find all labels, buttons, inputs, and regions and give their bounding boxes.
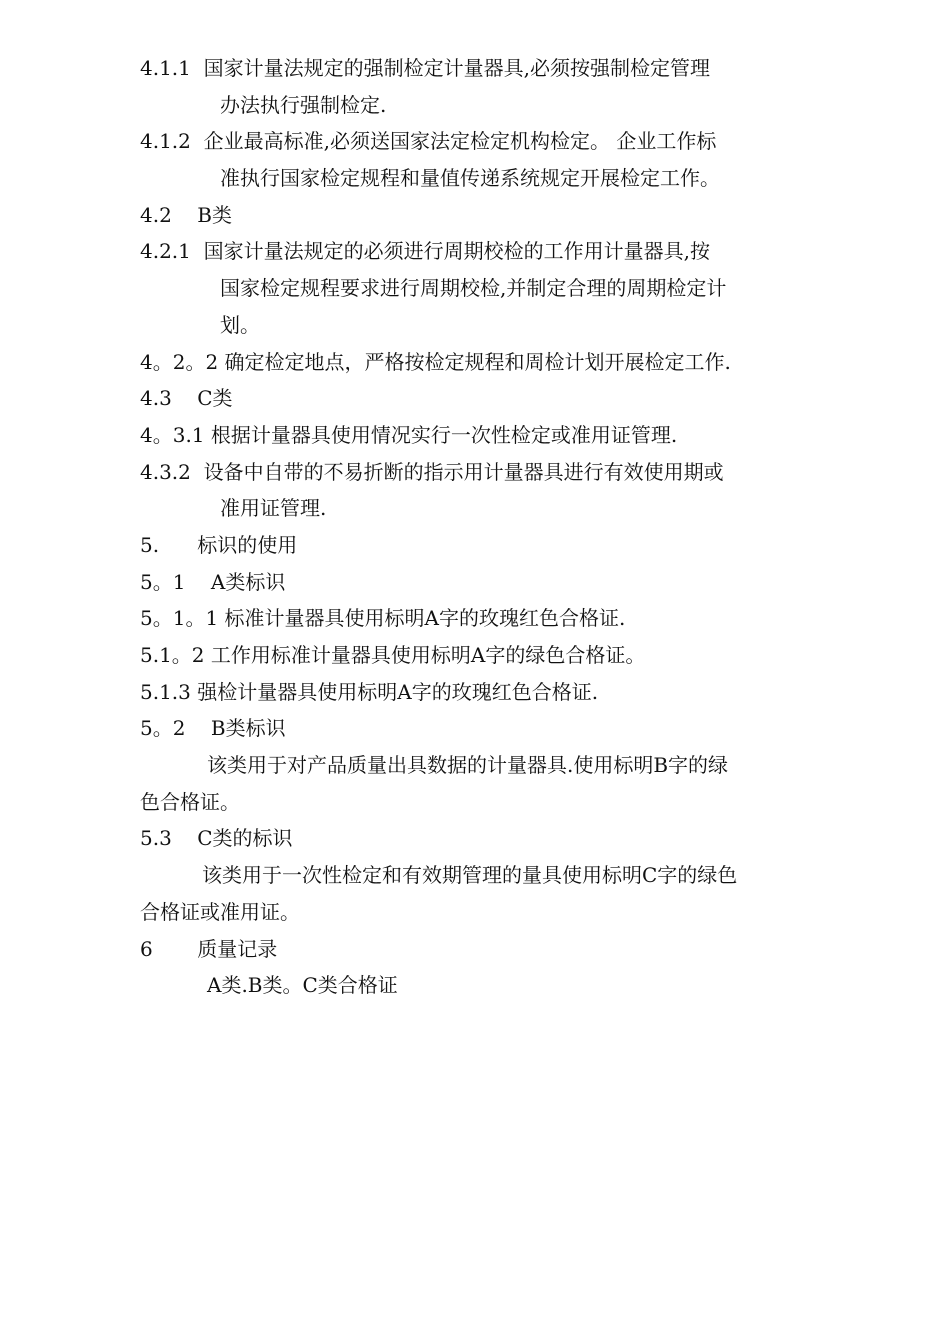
clause-5-1-3	[140, 674, 815, 711]
clause-4-2-1	[140, 233, 815, 270]
section-4-2-heading	[140, 197, 815, 234]
clause-text: 划。	[220, 312, 260, 337]
section-title: B类标识	[210, 716, 286, 741]
paragraph-text: 合格证或准用证。	[140, 899, 300, 924]
paragraph-6	[140, 967, 815, 1004]
paragraph-text: A类.B类。C类合格证	[207, 973, 398, 998]
section-number: 5.3	[140, 826, 198, 851]
clause-text: 工作用标准计量器具使用标明A字的绿色合格证。	[210, 643, 646, 667]
paragraph-5-3-continued	[140, 894, 815, 931]
section-4-3-heading	[140, 380, 815, 417]
clause-4-1-1	[140, 50, 815, 87]
clause-5-1-1	[140, 600, 815, 637]
clause-4-1-2	[140, 123, 815, 160]
section-title: C类的标识	[197, 826, 293, 851]
section-number: 4.2	[140, 202, 198, 227]
clause-text: 企业最高标准,必须送国家法定检定机构检定。 企业工作标	[203, 129, 717, 154]
paragraph-text: 该类用于对产品质量出具数据的计量器具.使用标明B字的绿	[207, 753, 729, 778]
clause-4-1-1-continued	[140, 87, 815, 124]
section-5-1-heading	[140, 564, 815, 601]
clause-4-2-1-continued-2	[140, 307, 815, 344]
section-5-heading	[140, 527, 815, 564]
clause-number: 5.1。2	[140, 643, 211, 667]
clause-4-1-2-continued	[140, 160, 815, 197]
clause-4-2-1-continued	[140, 270, 815, 307]
clause-5-1-2	[140, 637, 815, 674]
section-title: 质量记录	[197, 936, 278, 961]
clause-text: 根据计量器具使用情况实行一次性检定或准用证管理.	[210, 422, 678, 447]
clause-text: 设备中自带的不易折断的指示用计量器具进行有效使用期或	[203, 459, 724, 484]
clause-4-3-1	[140, 417, 815, 454]
section-5-2-heading	[140, 710, 815, 747]
paragraph-5-2-continued	[140, 784, 815, 821]
paragraph-text: 色合格证。	[140, 789, 240, 814]
clause-number: 4.2.1	[140, 239, 204, 264]
section-title: 标识的使用	[197, 532, 298, 557]
section-title: A类标识	[210, 569, 286, 594]
document-body	[140, 50, 815, 1004]
clause-number: 4.3.2	[140, 459, 204, 484]
clause-text: 办法执行强制检定.	[220, 92, 387, 117]
clause-text: 强检计量器具使用标明A字的玫瑰红色合格证.	[197, 679, 599, 704]
clause-number: 4。3.1	[140, 422, 211, 447]
section-number: 5。1	[140, 569, 211, 594]
section-6-heading	[140, 931, 815, 968]
clause-text: 确定检定地点，严格按检定规程和周检计划开展检定工作.	[224, 349, 731, 374]
clause-text: 准用证管理.	[220, 496, 327, 521]
clause-text: 国家计量法规定的强制检定计量器具,必须按强制检定管理	[203, 56, 710, 80]
section-number: 5。2	[140, 716, 211, 741]
clause-4-3-2	[140, 454, 815, 491]
paragraph-text: 该类用于一次性检定和有效期管理的量具使用标明C字的绿色	[202, 863, 738, 888]
clause-number: 5。1。1	[140, 606, 225, 631]
clause-number: 4.1.1	[140, 56, 204, 80]
clause-number: 5.1.3	[140, 679, 198, 704]
section-5-3-heading	[140, 820, 815, 857]
clause-number: 4。2。2	[140, 349, 225, 374]
clause-4-3-2-continued	[140, 490, 815, 527]
paragraph-5-2	[140, 747, 815, 784]
section-number: 5.	[140, 532, 198, 557]
section-number: 6	[140, 936, 198, 961]
clause-number: 4.1.2	[140, 129, 204, 154]
section-title: C类	[197, 386, 233, 411]
section-number: 4.3	[140, 386, 198, 411]
clause-4-2-2	[140, 344, 815, 381]
paragraph-5-3	[140, 857, 815, 894]
section-title: B类	[197, 202, 232, 227]
clause-text: 国家检定规程要求进行周期校检,并制定合理的周期检定计	[220, 276, 727, 301]
clause-text: 标准计量器具使用标明A字的玫瑰红色合格证.	[224, 606, 626, 631]
clause-text: 准执行国家检定规程和量值传递系统规定开展检定工作。	[220, 166, 720, 191]
clause-text: 国家计量法规定的必须进行周期校检的工作用计量器具,按	[203, 239, 710, 264]
